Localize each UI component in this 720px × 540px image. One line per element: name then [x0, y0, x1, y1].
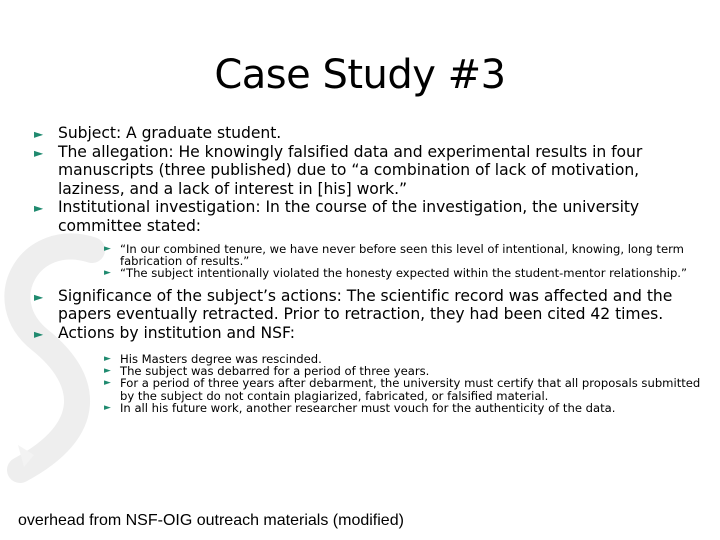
sub-bullet-quote-2	[34, 267, 704, 279]
sub-bullet-quote-1	[34, 243, 704, 268]
triangle-bullet-icon: ►	[34, 326, 44, 341]
sub-bullet-action-3	[34, 377, 704, 402]
quote-text: “In our combined tenure, we have never before seen this level of intentional, knowing, long term fabrication of results.”	[120, 241, 684, 268]
triangle-bullet-icon: ►	[34, 289, 44, 304]
bullet-list	[34, 124, 704, 415]
bullet-text: Institutional investigation: In the course of the investigation, the university committee stated:	[58, 198, 640, 235]
bullet-text: The allegation: He knowingly falsified data and experimental results in four manuscripts (three published) due to “a combination of lack of motivation, laziness, and a lack of interest in [his] work.”	[58, 142, 643, 198]
bullet-subject	[34, 124, 704, 143]
triangle-bullet-icon: ►	[34, 145, 44, 160]
bullet-investigation	[34, 198, 704, 235]
action-text: The subject was debarred for a period of three years.	[120, 363, 430, 378]
triangle-bullet-icon: ►	[34, 201, 44, 216]
triangle-bullet-icon: ►	[104, 268, 111, 279]
bullet-allegation	[34, 143, 704, 199]
bullet-text: Significance of the subject’s actions: The scientific record was affected and the papers eventually retracted. Prior to retraction, they had been cited 42 times.	[58, 286, 673, 324]
quote-text: “The subject intentionally violated the honesty expected within the student-mentor relationship.”	[120, 266, 688, 281]
bullet-text: Subject: A graduate student.	[58, 124, 282, 142]
action-text: For a period of three years after debarment, the university must certify that all proposals submitted by the subject do not contain plagiarized, fabricated, or falsified material.	[120, 376, 701, 403]
bullet-text: Actions by institution and NSF:	[58, 323, 295, 342]
slide-title: Case Study #3	[214, 52, 506, 98]
action-text: His Masters degree was rescinded.	[120, 351, 322, 366]
triangle-bullet-icon: ►	[104, 353, 111, 364]
source-footer: overhead from NSF-OIG outreach materials (modified)	[18, 512, 404, 529]
triangle-bullet-icon: ►	[104, 378, 111, 389]
bullet-actions	[34, 324, 704, 343]
triangle-bullet-icon: ►	[104, 243, 111, 254]
triangle-bullet-icon: ►	[34, 127, 44, 141]
bullet-significance	[34, 287, 704, 324]
triangle-bullet-icon: ►	[104, 365, 111, 376]
sub-bullet-action-4	[34, 402, 704, 414]
action-text: In all his future work, another researcher must vouch for the authenticity of the data.	[120, 401, 616, 416]
triangle-bullet-icon: ►	[104, 403, 111, 414]
